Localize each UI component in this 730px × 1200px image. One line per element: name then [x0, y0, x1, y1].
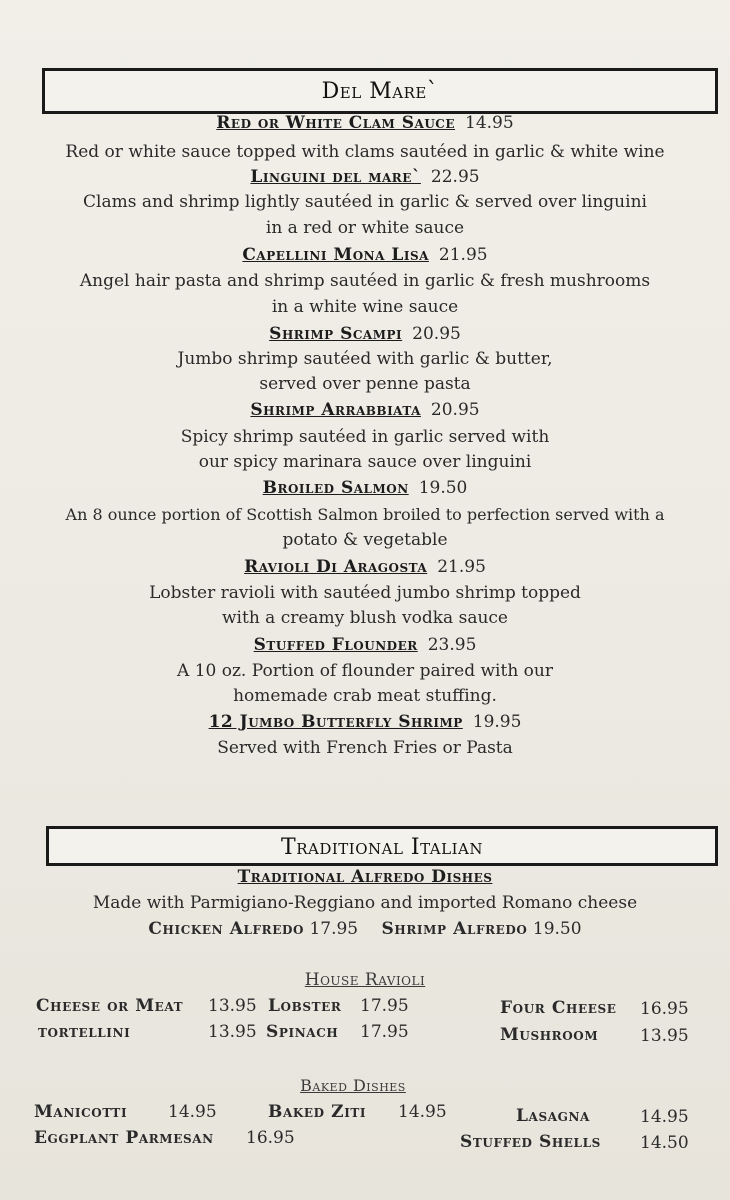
ravioli-price: 17.95 [360, 996, 409, 1016]
dish-name: Shrimp Alfredo [381, 919, 528, 939]
dish-price: 21.95 [437, 557, 486, 577]
dish-price: 22.95 [430, 167, 480, 187]
dish-description: homemade crab meat stuffing. [233, 686, 497, 706]
dish-price: 19.95 [472, 712, 522, 732]
dish-name: Linguini del mare` [250, 167, 421, 187]
traditional-italian-header [46, 826, 718, 866]
ravioli-name: Lobster [268, 996, 342, 1016]
ravioli-price: 13.95 [208, 996, 257, 1016]
dish-name: Capellini Mona Lisa [242, 245, 429, 265]
baked-name: Baked Ziti [268, 1102, 367, 1122]
dish-description: with a creamy blush vodka sauce [222, 608, 508, 628]
ravioli-price: 13.95 [640, 1026, 689, 1046]
dish-description: Jumbo shrimp sautéed with garlic & butter, [177, 349, 553, 369]
alfredo-heading: Traditional Alfredo Dishes [237, 867, 493, 887]
dish-name: Ravioli Di Aragosta [244, 557, 428, 577]
ravioli-name: Spinach [266, 1022, 339, 1042]
ravioli-name: tortellini [38, 1022, 131, 1042]
dish-name: Shrimp Arrabbiata [250, 400, 421, 420]
baked-name: Eggplant Parmesan [34, 1128, 214, 1148]
menu-item [0, 166, 730, 188]
ravioli-name: Mushroom [500, 1025, 599, 1045]
menu-item [0, 323, 730, 345]
ravioli-name: Cheese or Meat [36, 996, 184, 1016]
dish-name: Broiled Salmon [262, 478, 409, 498]
dish-description: potato & vegetable [282, 530, 448, 550]
dish-description: An 8 ounce portion of Scottish Salmon broiled to perfection served with a [65, 505, 665, 524]
baked-price: 14.95 [640, 1107, 689, 1127]
ravioli-price: 16.95 [640, 999, 689, 1019]
section-title: Del Mare` [321, 79, 439, 104]
baked-name: Manicotti [34, 1102, 128, 1122]
ravioli-price: 17.95 [360, 1022, 409, 1042]
del-mare-header [42, 68, 718, 114]
baked-price: 16.95 [246, 1128, 295, 1148]
dish-description: A 10 oz. Portion of flounder paired with our [177, 661, 553, 681]
dish-description: Lobster ravioli with sautéed jumbo shrimp topped [149, 583, 581, 603]
dish-description: Spicy shrimp sautéed in garlic served with [180, 427, 550, 447]
section-title: Traditional Italian [281, 835, 483, 860]
dish-description: Red or white sauce topped with clams sautéed in garlic & white wine [65, 142, 665, 162]
menu-item [0, 399, 730, 421]
menu-item [0, 711, 730, 733]
dish-description: served over penne pasta [259, 374, 471, 394]
dish-name: Chicken Alfredo [148, 919, 305, 939]
dish-description: Served with French Fries or Pasta [217, 738, 513, 758]
dish-price: 14.95 [465, 113, 514, 133]
dish-description: Clams and shrimp lightly sautéed in garlic & served over linguini [83, 192, 647, 212]
dish-name: Red or White Clam Sauce [216, 113, 456, 133]
menu-item [0, 477, 730, 499]
menu-item [0, 556, 730, 578]
ravioli-price: 13.95 [208, 1022, 257, 1042]
dish-price: 21.95 [438, 245, 488, 265]
dish-price: 20.95 [430, 400, 480, 420]
dish-description: in a red or white sauce [265, 218, 465, 238]
dish-price: 23.95 [427, 635, 477, 655]
ravioli-heading: House Ravioli [304, 970, 426, 990]
baked-heading: Baked Dishes [300, 1076, 406, 1095]
dish-description: our spicy marinara sauce over linguini [198, 452, 532, 472]
baked-name: Stuffed Shells [460, 1132, 601, 1152]
dish-description: Angel hair pasta and shrimp sautéed in garlic & fresh mushrooms [79, 271, 651, 291]
ravioli-name: Four Cheese [500, 998, 617, 1018]
alfredo-description: Made with Parmigiano-Reggiano and imported Romano cheese [92, 893, 638, 913]
dish-name: Shrimp Scampi [269, 324, 403, 344]
dish-name: Stuffed Flounder [253, 635, 418, 655]
menu-item [0, 634, 730, 656]
baked-price: 14.50 [640, 1133, 689, 1153]
baked-name: Lasagna [516, 1106, 590, 1126]
dish-description: in a white wine sauce [271, 297, 459, 317]
baked-price: 14.95 [168, 1102, 217, 1122]
baked-price: 14.95 [398, 1102, 447, 1122]
dish-price: 19.50 [532, 919, 582, 939]
dish-name: 12 Jumbo Butterfly Shrimp [208, 712, 463, 732]
menu-item [0, 244, 730, 266]
dish-price: 19.50 [418, 478, 468, 498]
dish-price: 17.95 [309, 919, 359, 939]
menu-item [0, 112, 730, 134]
dish-price: 20.95 [412, 324, 461, 344]
alfredo-items [0, 918, 730, 940]
